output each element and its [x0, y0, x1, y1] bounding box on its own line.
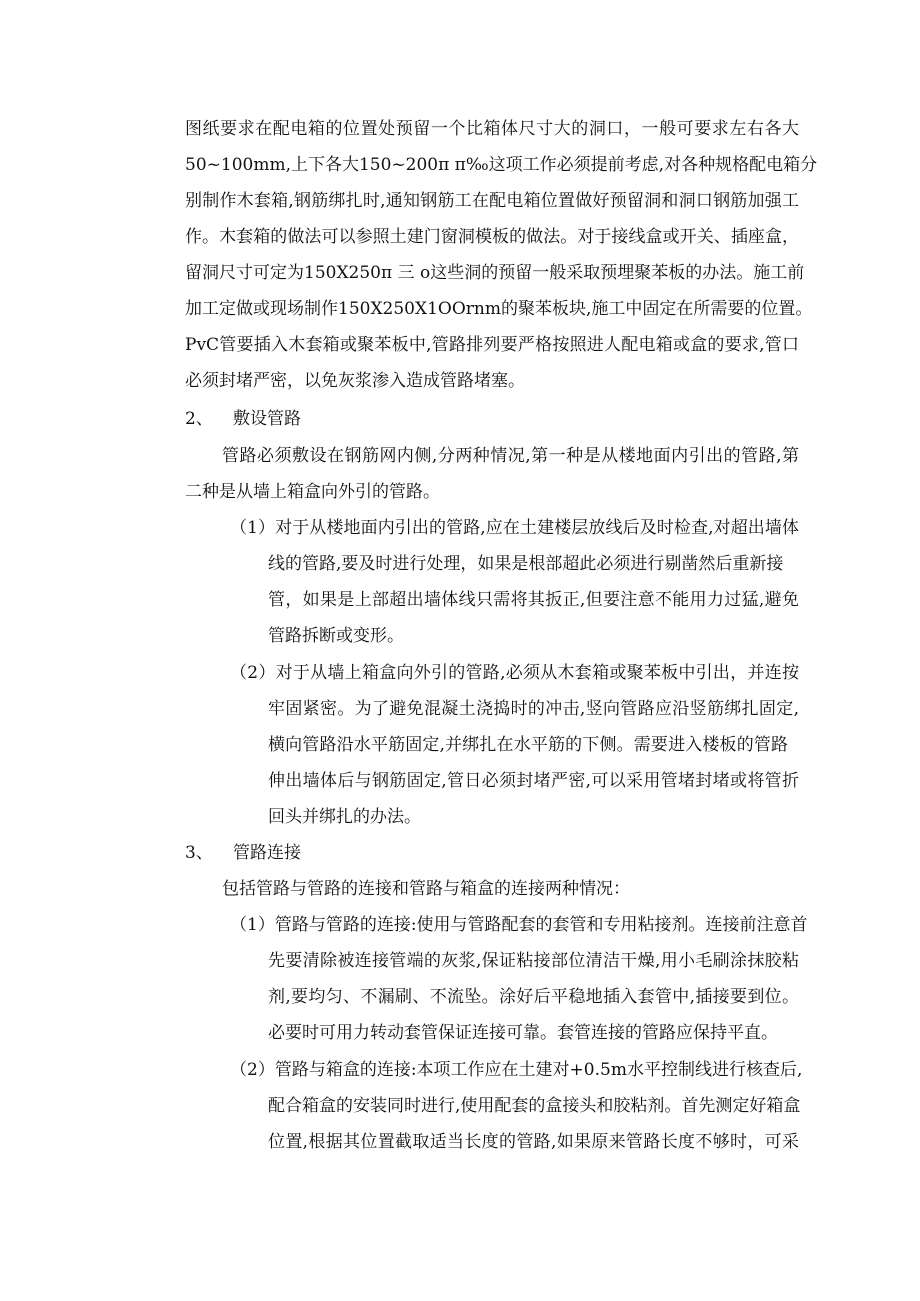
text-line: 加工定做或现场制作150X250X1OOrnm的聚苯板块,施工中固定在所需要的位置。 — [185, 299, 813, 319]
text-line: 管路必须敷设在钢筋网内侧,分两种情况,第一种是从楼地面内引出的管路,第 — [222, 446, 799, 466]
text-line: （1）管路与管路的连接:使用与管路配套的套管和专用粘接剂。连接前注意首 — [230, 915, 808, 935]
section-number: 3、 — [185, 843, 213, 863]
text-line: PvC管要插入木套箱或聚苯板中,管路排列要严格按照进人配电箱或盒的要求,管口 — [185, 335, 799, 355]
text-line: 别制作木套箱,钢筋绑扎时,通知钢筋工在配电箱位置做好预留洞和洞口钢筋加强工 — [185, 191, 799, 211]
section-number: 2、 — [185, 409, 213, 429]
text-line: 回头并绑扎的办法。 — [268, 807, 421, 827]
text-line: 剂,要均匀、不漏刷、不流坠。涂好后平稳地插入套管中,插接要到位。 — [268, 987, 799, 1007]
text-line: 管，如果是上部超出墙体线只需将其扳正,但要注意不能用力过猛,避免 — [268, 590, 799, 610]
text-line: （2）对于从墙上箱盒向外引的管路,必须从木套箱或聚苯板中引出，并连按 — [230, 663, 799, 683]
section-3-intro: 包括管路与管路的连接和管路与箱盒的连接两种情况： — [222, 879, 630, 899]
section-title: 敷设管路 — [233, 409, 301, 429]
text-line: 先要清除被连接管端的灰浆,保证粘接部位清洁干燥,用小毛刷涂抹胶粘 — [268, 951, 799, 971]
text-line: 横向管路沿水平筋固定,并绑扎在水平筋的下侧。需要进入楼板的管路 — [268, 735, 788, 755]
text-line: 图纸要求在配电箱的位置处预留一个比箱体尺寸大的洞口，一般可要求左右各大 — [185, 119, 799, 139]
text-line: （2）管路与箱盒的连接:本项工作应在土建对+0.5m水平控制线进行核查后, — [230, 1060, 803, 1080]
text-line: 必要时可用力转动套管保证连接可靠。套管连接的管路应保持平直。 — [268, 1023, 778, 1043]
text-line: 线的管路,要及时进行处理，如果是根部超此必须进行剔凿然后重新接 — [268, 554, 784, 574]
text-line: 留洞尺寸可定为150X250π 三 o这些洞的预留一般采取预埋聚苯板的办法。施工前 — [185, 263, 805, 283]
text-line: 管路拆断或变形。 — [268, 626, 404, 646]
text-line: 牢固紧密。为了避免混凝土浇捣时的冲击,竖向管路应沿竖筋绑扎固定, — [268, 699, 799, 719]
text-line: 配合箱盒的安装同时进行,使用配套的盒接头和胶粘剂。首先测定好箱盒 — [268, 1096, 801, 1116]
text-line: 作。木套箱的做法可以参照土建门窗洞模板的做法。对于接线盒或开关、插座盒， — [185, 227, 799, 247]
section-title: 管路连接 — [233, 843, 301, 863]
text-line: 50~100mm,上下各大150~200π π‰这项工作必须提前考虑,对各种规格配电箱分 — [185, 155, 818, 175]
text-line: 位置,根据其位置截取适当长度的管路,如果原来管路长度不够时，可采 — [268, 1132, 799, 1152]
text-line: （1）对于从楼地面内引出的管路,应在土建楼层放线后及时检查,对超出墙体 — [230, 518, 799, 538]
text-line: 必须封堵严密，以免灰浆渗入造成管路堵塞。 — [185, 371, 525, 391]
text-line: 伸出墙体后与钢筋固定,管日必须封堵严密,可以采用管堵封堵或将管折 — [268, 771, 799, 791]
text-line: 二种是从墙上箱盒向外引的管路。 — [185, 482, 440, 502]
